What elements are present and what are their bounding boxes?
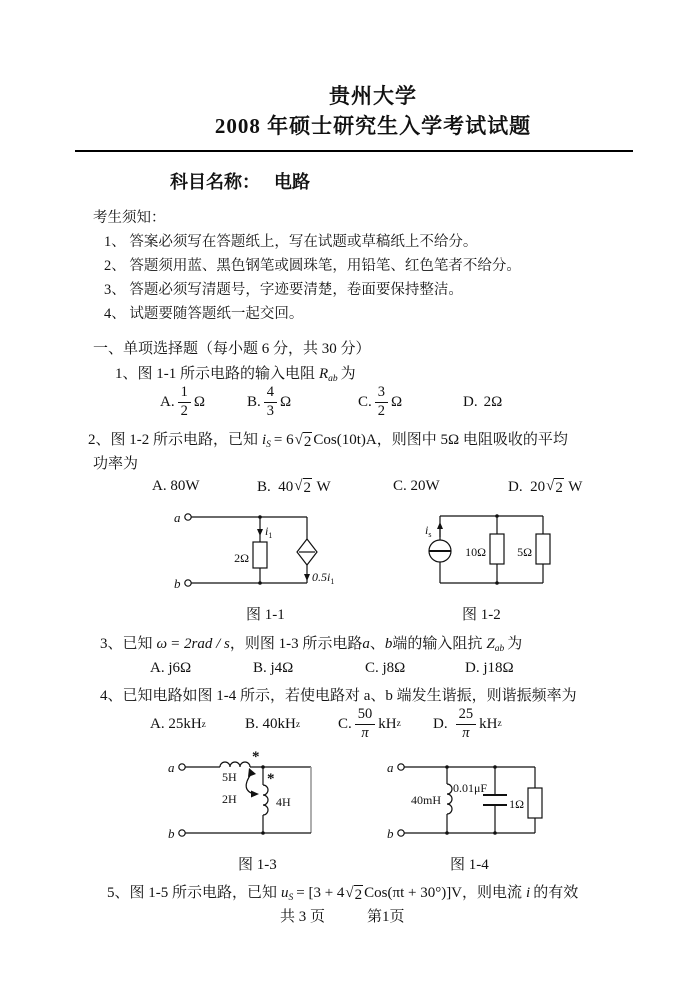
- resistor-symbol: [528, 788, 542, 818]
- q5-sqrt: √ 2: [345, 885, 363, 905]
- current-label: $i_1$: [265, 524, 273, 540]
- q2-option-c: C. 20W: [393, 478, 440, 494]
- fig-1-4-diagram: [385, 748, 555, 843]
- notice-item-4: 4、 试题要随答题纸一起交回。: [104, 306, 304, 322]
- source-arrow-icon: [437, 522, 443, 529]
- q3-option-a: A. j6Ω: [150, 660, 192, 676]
- subject-value: 电路: [274, 172, 310, 192]
- q4-stem: 4、已知电路如图 1-4 所示，若使电路对 a、b 端发生谐振，则谐振频率为: [100, 688, 577, 704]
- q1-symbol: $R_{ab}$: [319, 366, 338, 384]
- resistor-5-symbol: [536, 534, 550, 564]
- fig-1-1-diagram: [172, 506, 335, 598]
- source-arrow-icon: [304, 574, 310, 581]
- q1-option-a: A. $\frac{1}{2}$ Ω: [160, 383, 205, 419]
- subject-label: 科目名称：: [170, 172, 260, 192]
- q2-stem-line2: 功率为: [93, 456, 139, 472]
- current-arrow-icon: [257, 529, 263, 536]
- inductor-symbol: [447, 784, 452, 814]
- q2-option-a: A. 80W: [152, 478, 200, 494]
- q4-option-b: B. 40kH z: [245, 716, 301, 732]
- terminal-b-label: b: [387, 826, 394, 841]
- q2-sqrt: √ 2: [295, 432, 313, 452]
- inductor-4h-symbol: [263, 785, 268, 815]
- q5-symbol: $u_S$: [281, 885, 294, 903]
- q1-stem-post: 为: [340, 366, 356, 382]
- inductor-5h-label: 5H: [222, 770, 237, 784]
- inductor-4h-label: 4H: [276, 795, 291, 809]
- fig-1-2-caption: 图 1-2: [462, 607, 501, 623]
- q2-stem: 2、图 1-2 所示电路，已知 $i_S = 6$ √ 2 Cos(10t)A，则图中 5Ω 电阻吸收的平均: [88, 428, 568, 452]
- q1-option-d: D. 2Ω: [463, 393, 503, 410]
- inductor-5h-symbol: [220, 762, 250, 767]
- terminal-b-node: [185, 580, 191, 586]
- q3-stem: 3、已知 ω = 2rad / s，则图 1-3 所示电路a、b端的输入阻抗 $Z_{ab}$ 为: [100, 636, 523, 654]
- terminal-a-label: a: [387, 760, 394, 775]
- mutual-label: 2H: [222, 792, 237, 806]
- footer-page-number: 第1页: [367, 909, 405, 925]
- dot-mark-1: *: [252, 749, 260, 765]
- source-label: $i_s$: [425, 523, 432, 539]
- inductor-label: 40mH: [411, 793, 441, 807]
- resistor-symbol: [253, 542, 267, 568]
- terminal-b-label: b: [174, 576, 181, 591]
- fig-1-1-caption: 图 1-1: [246, 607, 285, 623]
- fig-1-4-caption: 图 1-4: [450, 857, 489, 873]
- q2-option-d: D. 20 √ 2 W: [508, 478, 582, 498]
- university-title: 贵州大学: [329, 84, 417, 108]
- resistor-10-label: 10Ω: [465, 545, 486, 559]
- terminal-b-node: [179, 830, 185, 836]
- q3-option-c: C. j8Ω: [365, 660, 406, 676]
- notice-item-3: 3、 答题必须写清题号，字迹要清楚，卷面要保持整洁。: [104, 282, 463, 298]
- footer-total-pages: 共 3 页: [280, 909, 326, 925]
- q1-stem-pre: 1、图 1-1 所示电路的输入电阻: [115, 366, 315, 382]
- terminal-a-node: [179, 764, 185, 770]
- terminal-a-node: [185, 514, 191, 520]
- fig-1-2-diagram: [420, 506, 570, 598]
- terminal-b-label: b: [168, 826, 175, 841]
- notice-heading: 考生须知：: [93, 210, 166, 226]
- q4-option-a: A. 25kH z: [150, 716, 206, 732]
- q3-option-b: B. j4Ω: [253, 660, 294, 676]
- terminal-a-label: a: [174, 510, 181, 525]
- subject-line: [170, 168, 310, 194]
- terminal-a-node: [398, 764, 404, 770]
- capacitor-label: 0.01μF: [453, 781, 488, 795]
- q3-symbol: $Z_{ab}$: [486, 636, 505, 654]
- q5-stem: 5、图 1-5 所示电路，已知 $u_S = [3 + 4$ √ 2 Cos(πt + 30°)]V，则电流 i 的有效: [107, 881, 578, 905]
- q1-stem: [115, 362, 356, 384]
- resistor-10-symbol: [490, 534, 504, 564]
- fig-1-3-caption: 图 1-3: [238, 857, 277, 873]
- resistor-5-label: 5Ω: [517, 545, 532, 559]
- q3-option-d: D. j18Ω: [465, 660, 514, 676]
- q5-current-symbol: i: [526, 885, 531, 901]
- q1-option-c: C. $\frac{3}{2}$ Ω: [358, 383, 403, 419]
- exam-title: 2008 年硕士研究生入学考试试题: [214, 114, 532, 138]
- q2-option-b: B. 40 √ 2 W: [257, 478, 331, 498]
- q1-option-b: B. $\frac{4}{3}$ Ω: [247, 383, 292, 419]
- q2-symbol: $i_S$: [262, 432, 271, 450]
- header-divider: [75, 150, 633, 152]
- mutual-arrow: [246, 774, 254, 794]
- dot-mark-2: *: [267, 771, 275, 787]
- fig-1-3-diagram: [166, 748, 326, 843]
- q4-option-d: D. $\frac{25}{\pi}$ kH z: [433, 705, 502, 741]
- q4-option-c: C. $\frac{50}{\pi}$ kH z: [338, 705, 401, 741]
- notice-item-1: 1、 答案必须写在答题纸上，写在试题或草稿纸上不给分。: [104, 234, 478, 250]
- resistor-label: 2Ω: [234, 551, 249, 565]
- resistor-label: 1Ω: [509, 797, 524, 811]
- terminal-a-label: a: [168, 760, 175, 775]
- notice-item-2: 2、 答题须用蓝、黑色钢笔或圆珠笔，用铅笔、红色笔者不给分。: [104, 258, 521, 274]
- omega-symbol: ω: [156, 636, 168, 652]
- terminal-b-node: [398, 830, 404, 836]
- section-heading: 一、单项选择题（每小题 6 分，共 30 分）: [93, 341, 371, 357]
- source-label: $0.5i_1$: [312, 570, 335, 586]
